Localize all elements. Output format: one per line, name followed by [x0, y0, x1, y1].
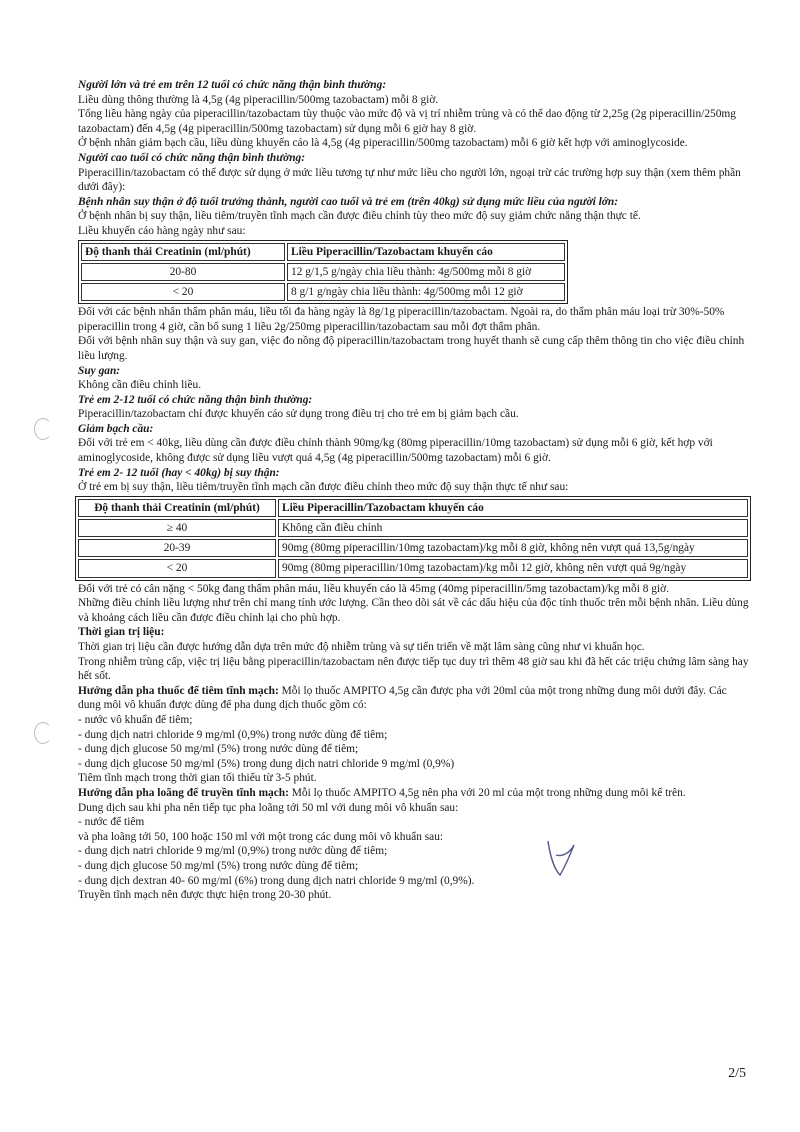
heading-elderly: Người cao tuổi có chức năng thận bình thường:	[78, 151, 306, 164]
table-cell: ≥ 40	[78, 519, 276, 537]
punch-hole-top	[34, 418, 52, 440]
list-item: - nước vô khuẩn để tiêm;	[78, 714, 193, 727]
paragraph: Tổng liều hàng ngày của piperacillin/tazobactam tùy thuộc vào mức độ và vị trí nhiễm trùng và có thể dao động từ 2,25g (2g piperacillin/250mg tazobactam) đến 4,5g (4g piperacillin/500mg tazobactam) sử dụng mỗi 6 giờ hay 8 giờ.	[78, 108, 736, 135]
heading-children: Trẻ em 2-12 tuổi có chức năng thận bình thường:	[78, 393, 313, 406]
table-cell: 8 g/1 g/ngày chia liều thành: 4g/500mg mỗi 12 giờ	[287, 283, 565, 301]
paragraph: Liều khuyến cáo hàng ngày như sau:	[78, 224, 246, 237]
punch-hole-bottom	[34, 722, 52, 744]
table-header-row	[81, 243, 565, 261]
dosage-table-adults	[78, 240, 568, 305]
paragraph: Piperacillin/tazobactam có thể được sử dụng ở mức liều tương tự như mức liều cho người lớn, ngoại trừ các trường hợp suy thận (xem thêm phần dưới đây):	[78, 166, 741, 194]
paragraph: Ở bệnh nhân giảm bạch cầu, liều dùng khuyến cáo là 4,5g (4g piperacillin/500mg tazobactam) mỗi 6 giờ kết hợp với aminoglycoside.	[78, 137, 688, 150]
table-header-row	[78, 499, 748, 517]
paragraph: Tiêm tĩnh mạch trong thời gian tối thiểu từ 3-5 phút.	[78, 772, 317, 785]
heading-infusion: Hướng dẫn pha loãng để truyền tĩnh mạch:	[78, 786, 289, 799]
table-cell: 12 g/1,5 g/ngày chia liều thành: 4g/500mg mỗi 8 giờ	[287, 263, 565, 281]
table-cell: 20-39	[78, 539, 276, 557]
table-row	[78, 559, 748, 577]
table-cell: 20-80	[81, 263, 285, 281]
list-item: - nước để tiêm	[78, 816, 145, 829]
table-header: Liều Piperacillin/Tazobactam khuyến cáo	[287, 243, 565, 261]
paragraph: Trong nhiễm trùng cấp, việc trị liệu bằng piperacillin/tazobactam nên được tiếp tục duy trì thêm 48 giờ sau khi đã hết các triệu chứng lâm sàng hay hết sốt.	[78, 655, 749, 683]
list-item: - dung dịch glucose 50 mg/ml (5%) trong dung dịch natri chloride 9 mg/ml (0,9%)	[78, 757, 455, 770]
heading-adults: Người lớn và trẻ em trên 12 tuổi có chức năng thận bình thường:	[78, 79, 387, 91]
page-number: 2/5	[728, 1066, 746, 1081]
heading-injection: Hướng dẫn pha thuốc để tiêm tĩnh mạch:	[78, 684, 279, 697]
paragraph-infusion	[78, 786, 750, 801]
paragraph-text: Mỗi lọ thuốc AMPITO 4,5g nên pha với 20 ml của một trong những dung môi kể trên.	[288, 786, 686, 799]
table-row	[78, 539, 748, 557]
paragraph: và pha loãng tới 50, 100 hoặc 150 ml với một trong các dung môi vô khuẩn sau:	[78, 830, 444, 843]
table-cell: 90mg (80mg piperacillin/10mg tazobactam)/kg mỗi 8 giờ, không nên vượt quá 13,5g/ngày	[278, 539, 748, 557]
paragraph: Piperacillin/tazobactam chỉ được khuyến cáo sử dụng trong điều trị cho trẻ em bị giảm bạch cầu.	[78, 408, 519, 421]
paragraph: Truyền tĩnh mạch nên được thực hiện trong 20-30 phút.	[78, 889, 332, 902]
paragraph-text: Mỗi lọ thuốc AMPITO 4,5g cần được pha với 20ml của một trong những dung môi dưới đây. Các dung môi vô khuẩn được dùng để pha dung dịch thuốc gồm có:	[78, 684, 727, 712]
list-item: - dung dịch dextran 40- 60 mg/ml (6%) trong dung dịch natri chloride 9 mg/ml (0,9%).	[78, 874, 475, 887]
paragraph: Ở bệnh nhân bị suy thận, liều tiêm/truyền tĩnh mạch cần được điều chỉnh tùy theo mức độ suy giảm chức năng thận thực tế.	[78, 210, 641, 223]
table-row	[81, 283, 565, 301]
table-cell: Không cần điều chỉnh	[278, 519, 748, 537]
table-cell: 90mg (80mg piperacillin/10mg tazobactam)/kg mỗi 12 giờ, không nên vượt quá 9g/ngày	[278, 559, 748, 577]
paragraph: Không cần điều chỉnh liều.	[78, 379, 202, 392]
table-cell: < 20	[78, 559, 276, 577]
list-item: - dung dịch natri chloride 9 mg/ml (0,9%) trong nước dùng để tiêm;	[78, 728, 388, 741]
table-header: Độ thanh thải Creatinin (ml/phút)	[78, 499, 276, 517]
table-row	[81, 263, 565, 281]
heading-renal-adults: Bệnh nhân suy thận ở độ tuổi trưởng thành, người cao tuổi và trẻ em (trên 40kg) sử dụng mức liều của người lớn:	[78, 195, 619, 208]
table-header: Độ thanh thải Creatinin (ml/phút)	[81, 243, 285, 261]
paragraph: Đối với trẻ em < 40kg, liều dùng cần được điều chỉnh thành 90mg/kg (80mg piperacillin/10mg tazobactam) sử dụng mỗi 6 giờ, kết hợp với aminoglycoside, không được sử dụng liều vượt quá 4,5g (4g piperacillin/500mg tazobactam) mỗi 6 giờ.	[78, 437, 713, 465]
paragraph: Đối với các bệnh nhân thẩm phân máu, liều tối đa hàng ngày là 8g/1g piperacillin/tazobactam. Ngoài ra, do thẩm phân máu loại trừ 30%-50% piperacillin trong 4 giờ, cần bổ sung 1 liều 2g/250mg piperacillin/tazobactam sau mỗi đợt thẩm phân.	[78, 306, 725, 333]
document-body	[78, 78, 750, 903]
paragraph: Đối với bệnh nhân suy thận và suy gan, việc đo nồng độ piperacillin/tazobactam trong huyết thanh sẽ cung cấp thêm thông tin cho việc điều chỉnh liều lượng.	[78, 335, 745, 362]
heading-neutropenia: Giảm bạch cầu:	[78, 422, 154, 435]
table-header: Liều Piperacillin/Tazobactam khuyến cáo	[278, 499, 748, 517]
paragraph-injection	[78, 684, 750, 713]
paragraph: Thời gian trị liệu cần được hướng dẫn dựa trên mức độ nhiễm trùng và sự tiến triển về mặt lâm sàng cũng như vi khuẩn học.	[78, 641, 645, 654]
paragraph: Đối với trẻ có cân nặng < 50kg đang thẩm phân máu, liều khuyến cáo là 45mg (40mg piperacillin/5mg tazobactam)/kg mỗi 8 giờ.	[78, 582, 670, 595]
paragraph: Ở trẻ em bị suy thận, liều tiêm/truyền tĩnh mạch cần được điều chỉnh theo mức độ suy thận thực tế như sau:	[78, 481, 569, 494]
paragraph: Những điều chỉnh liều lượng như trên chỉ mang tính ước lượng. Cần theo dõi sát về các dấu hiệu của độc tính thuốc trên mỗi bệnh nhân. Liều dùng và khoảng cách liều cần được điều chỉnh lại cho phù hợp.	[78, 597, 749, 624]
list-item: - dung dịch natri chloride 9 mg/ml (0,9%) trong nước dùng để tiêm;	[78, 845, 388, 858]
paragraph: Dung dịch sau khi pha nên tiếp tục pha loãng tới 50 ml với dung môi vô khuẩn sau:	[78, 801, 459, 814]
list-item: - dung dịch glucose 50 mg/ml (5%) trong nước dùng để tiêm;	[78, 743, 359, 756]
dosage-table-children	[75, 496, 751, 581]
heading-duration: Thời gian trị liệu:	[78, 626, 165, 639]
table-row	[78, 519, 748, 537]
heading-children-renal: Trẻ em 2- 12 tuổi (hay < 40kg) bị suy thận:	[78, 466, 280, 479]
heading-hepatic: Suy gan:	[78, 364, 121, 377]
paragraph: Liều dùng thông thường là 4,5g (4g piperacillin/500mg tazobactam) mỗi 8 giờ.	[78, 93, 439, 106]
list-item: - dung dịch glucose 50 mg/ml (5%) trong nước dùng để tiêm;	[78, 859, 359, 872]
table-cell: < 20	[81, 283, 285, 301]
